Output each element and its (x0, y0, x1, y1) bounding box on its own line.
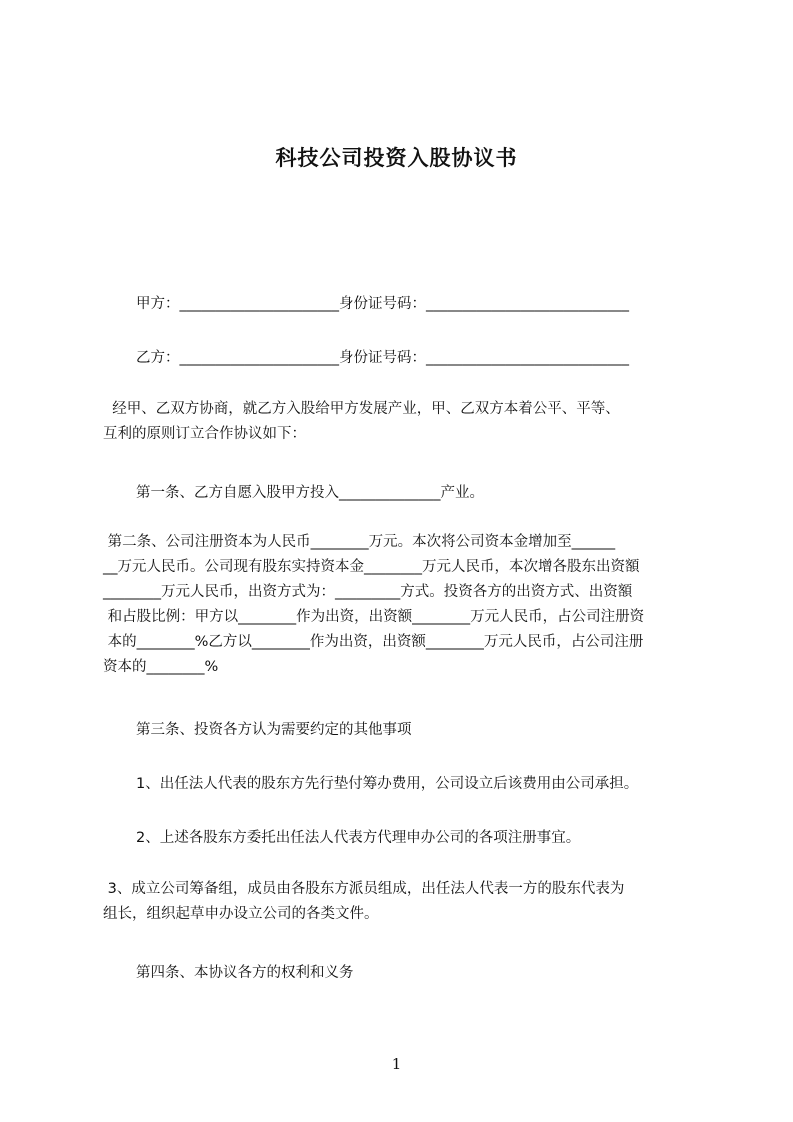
party-b-line: 乙方：______________________身份证号码：____________________________ (136, 350, 629, 366)
article-3-item-3: 3、成立公司筹备组，成员由各股东方派员组成，出任法人代表一方的股东代表为 组长，组织起草申办设立公司的各类文件。 (103, 881, 625, 922)
page-number: 1 (391, 1055, 402, 1073)
article-3-item-2: 2、上述各股东方委托出任法人代表方代理申办公司的各项注册事宜。 (136, 830, 581, 846)
party-a-line: 甲方：______________________身份证号码：____________________________ (136, 296, 629, 312)
article-3-heading: 第三条、投资各方认为需要约定的其他事项 (136, 722, 412, 738)
article-3-item-1: 1、出任法人代表的股东方先行垫付筹办费用，公司设立后该费用由公司承担。 (136, 776, 639, 792)
document-title: 科技公司投资入股协议书 (275, 146, 518, 170)
intro-paragraph: 经甲、乙双方协商，就乙方入股给甲方发展产业，甲、乙双方本着公平、平等、 互利的原则订立合作协议如下： (103, 401, 620, 442)
article-4-heading: 第四条、本协议各方的权利和义务 (136, 965, 354, 981)
article-2: 第二条、公司注册资本为人民币________万元。本次将公司资本金增加至______ __万元人民币。公司现有股东实持资本金________万元人民币，本次增各股东出资額 ________万元人民币，出资方式为：_________方式。投资各方的出资方式、出资額 和占股比例：甲方以________作为出资，出资额________万元人民币，占公司注册资 本的________%乙方以________作为出资，出资额________万元人民币，占公司注册 资本的________% (103, 534, 645, 675)
article-1: 第一条、乙方自愿入股甲方投入______________产业。 (136, 485, 484, 501)
